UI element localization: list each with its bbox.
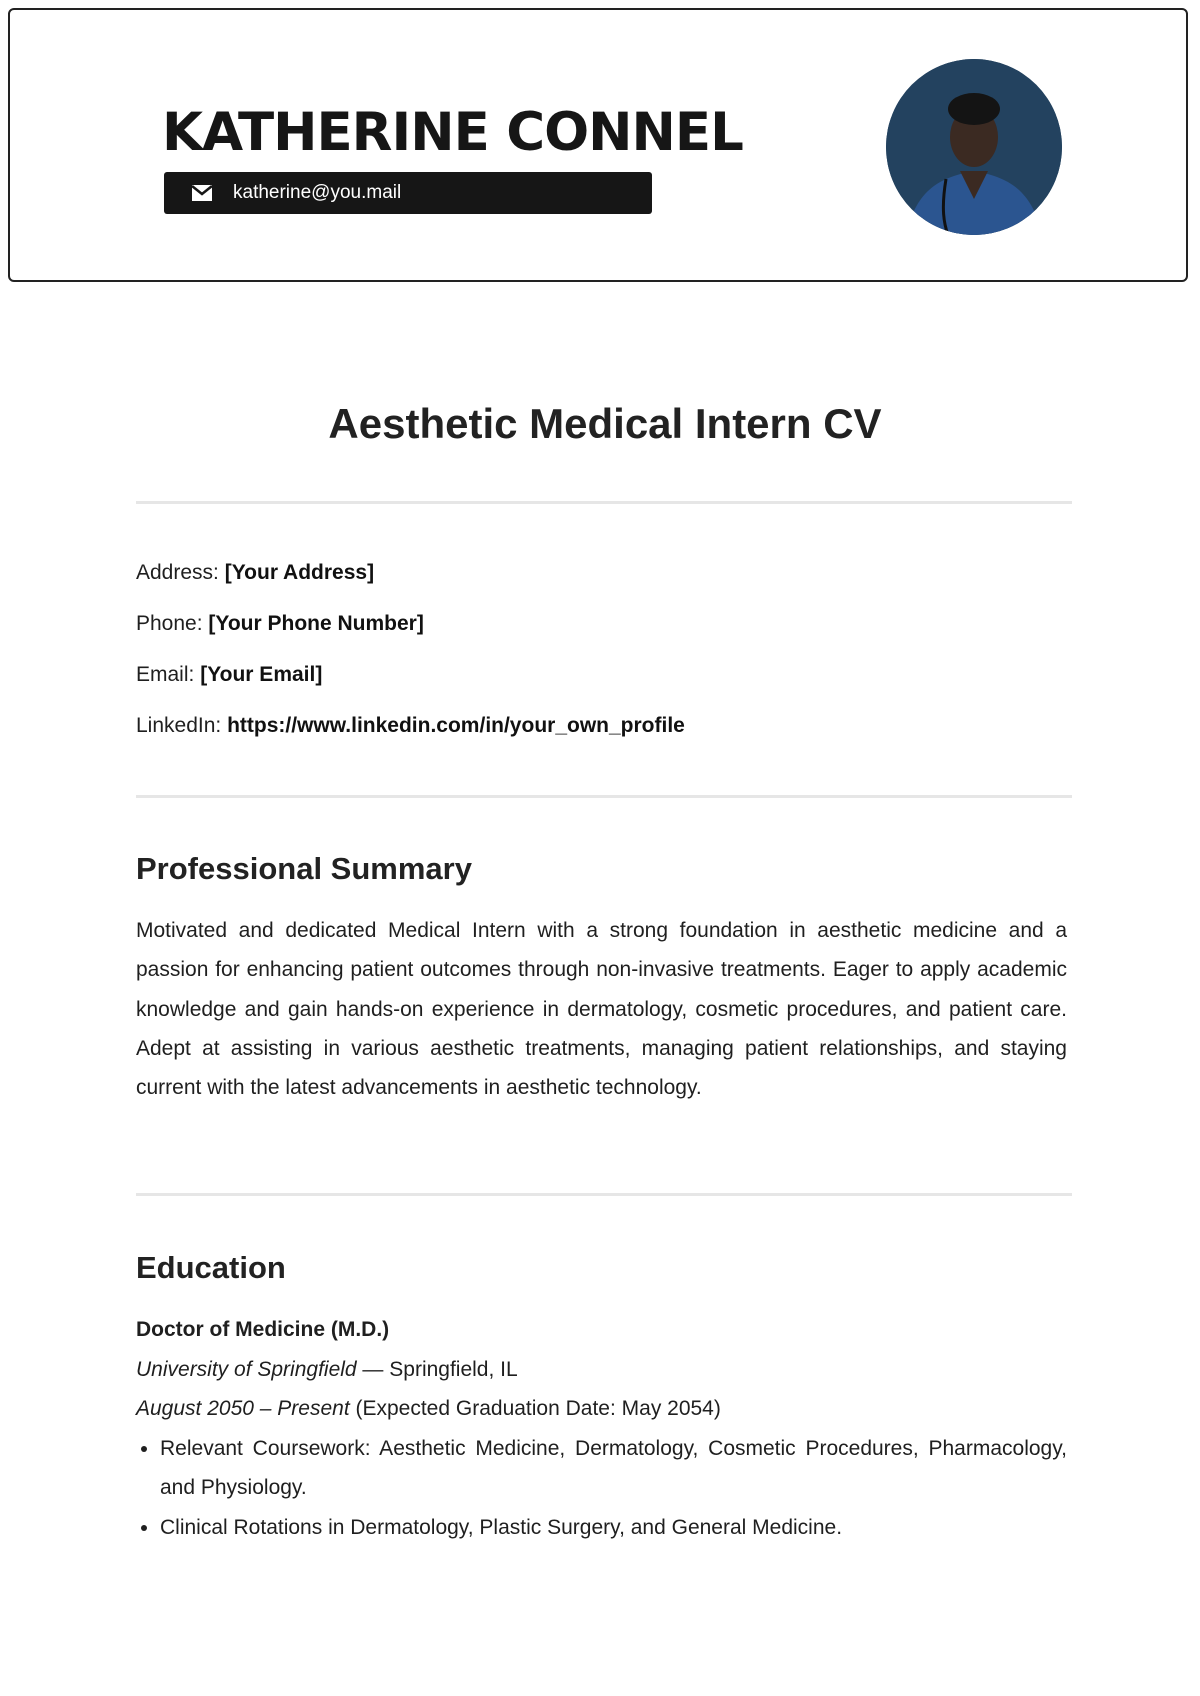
- header-card: [8, 8, 1188, 282]
- contact-value: [Your Email]: [200, 663, 323, 686]
- contact-label: Email:: [136, 663, 195, 686]
- school-location: — Springfield, IL: [356, 1357, 518, 1381]
- summary-heading: Professional Summary: [136, 851, 472, 886]
- contact-label: LinkedIn:: [136, 714, 222, 737]
- expected-graduation: (Expected Graduation Date: May 2054): [349, 1397, 721, 1420]
- document-title: Aesthetic Medical Intern CV: [328, 400, 882, 447]
- contact-address: [136, 561, 374, 585]
- divider: [136, 1193, 1072, 1196]
- envelope-icon: [191, 184, 213, 202]
- header-email: katherine@you.mail: [233, 182, 402, 203]
- degree: Doctor of Medicine (M.D.): [136, 1318, 390, 1341]
- education-bullet: • Relevant Coursework: Aesthetic Medicine, Dermatology, Cosmetic Procedures, Pharmacology, and Physiology.: [160, 1429, 1067, 1508]
- school: University of Springfield: [136, 1357, 357, 1381]
- contact-email: [136, 663, 322, 687]
- profile-photo: [886, 59, 1062, 235]
- education-entry: [136, 1310, 1067, 1547]
- summary-text: Motivated and dedicated Medical Intern with a strong foundation in aesthetic medicine and a passion for enhancing patient outcomes through non-invasive treatments. Eager to apply academic knowledge and gain hands-on experience in dermatology, cosmetic procedures, and patient care. Adept at assisting in various aesthetic treatments, managing patient relationships, and staying current with the latest advancements in aesthetic technology.: [136, 919, 1067, 1100]
- contact-label: Phone:: [136, 612, 203, 635]
- education-heading: Education: [136, 1250, 286, 1285]
- email-bar: [164, 172, 652, 214]
- education-bullet: • Clinical Rotations in Dermatology, Plastic Surgery, and General Medicine.: [160, 1508, 1067, 1548]
- contact-value: [Your Address]: [224, 561, 375, 584]
- dates: August 2050 – Present: [136, 1397, 350, 1420]
- linkedin-link[interactable]: https://www.linkedin.com/in/your_own_profile: [227, 714, 685, 737]
- divider: [136, 501, 1072, 504]
- divider: [136, 795, 1072, 798]
- candidate-name: KATHERINE CONNEL: [162, 102, 743, 163]
- contact-value: [Your Phone Number]: [208, 612, 424, 635]
- contact-linkedin: [136, 714, 685, 738]
- contact-phone: [136, 612, 424, 636]
- contact-label: Address:: [136, 561, 219, 584]
